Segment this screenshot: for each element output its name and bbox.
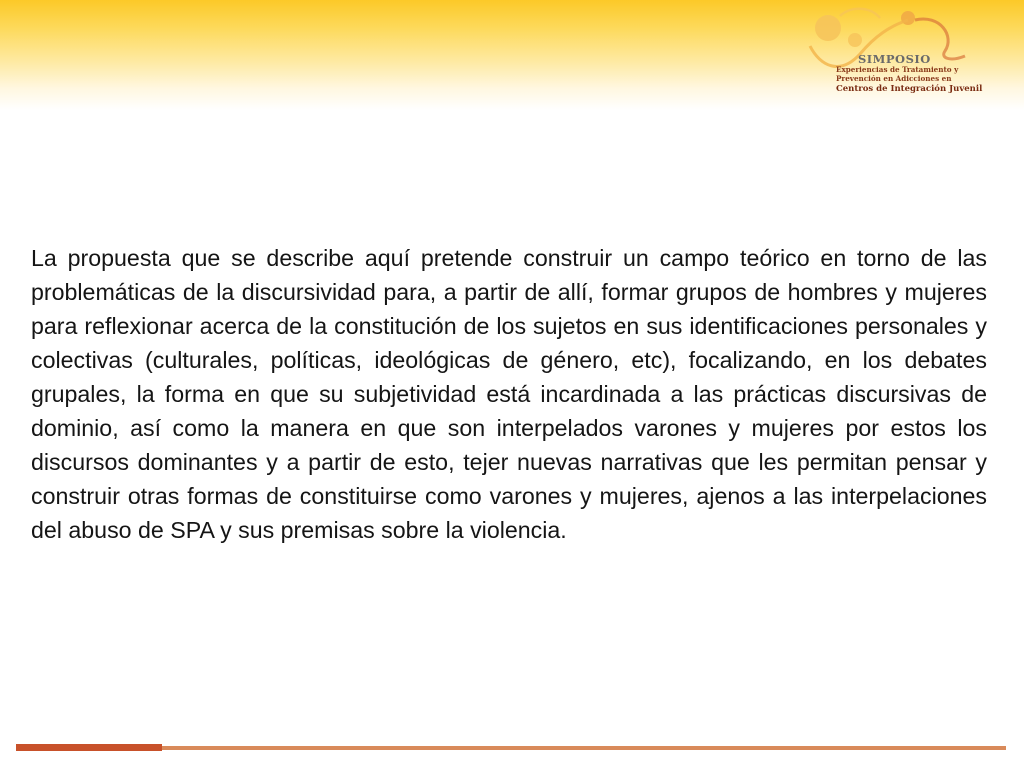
simposio-logo bbox=[780, 6, 1015, 106]
footer-divider bbox=[16, 746, 1006, 750]
logo-line-2: Prevención en Adicciones en bbox=[836, 74, 952, 83]
footer-accent-bar bbox=[16, 744, 162, 751]
logo-line-3: Centros de Integración Juvenil bbox=[836, 84, 983, 94]
slide-paragraph: La propuesta que se describe aquí pretende construir un campo teórico en torno de las problemáticas de la discursividad para, a partir de allí, formar grupos de hombres y mujeres para reflexionar acerca de la constitución de los sujetos en sus identificaciones personales y colectivas (culturales, políticas, ideológicas de género, etc), focalizando, en los debates grupales, la forma en que su subjetividad está incardinada a las prácticas discursivas de dominio, así como la manera en que son interpelados varones y mujeres por estos los discursos dominantes y a partir de esto, tejer nuevas narrativas que les permitan pensar y construir otras formas de constituirse como varones y mujeres, ajenos a las interpelaciones del abuso de SPA y sus premisas sobre la violencia. bbox=[31, 245, 987, 544]
logo-line-1: Experiencias de Tratamiento y bbox=[836, 65, 959, 74]
logo-title: SIMPOSIO bbox=[858, 52, 931, 66]
